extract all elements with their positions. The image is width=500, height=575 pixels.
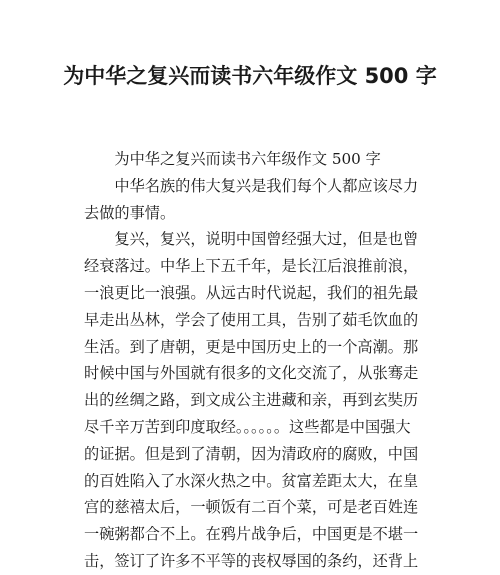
document-body [84,146,420,575]
body-paragraph: 中华名族的伟大复兴是我们每个人都应该尽力去做的事情。 [84,176,419,222]
document-title: 为中华之复兴而读书六年级作文 500 字 [63,64,437,88]
body-subtitle-paragraph: 为中华之复兴而读书六年级作文 500 字 [114,150,381,168]
body-paragraph: 复兴，复兴，说明中国曾经强大过，但是也曾经衰落过。中华上下五千年，是长江后浪推前浪，一浪更比一浪强。从远古时代说起，我们的祖先最早走出丛林，学会了使用工具，告别了茹毛饮血的生活。到了唐朝，更是中国历史上的一个高潮。那时候中国与外国就有很多的文化交流了，从张骞走出的丝绸之路，到文成公主进藏和亲，再到玄奘历尽千辛万苦到印度取经。。。。。。这些都是中国强大的证据。但是到了清朝，因为清政府的腐败，中国的百姓陷入了水深火热之中。贫富差距太大，在皇宫的慈禧太后，一顿饭有二百个菜，可是老百姓连一碗粥都合不上。在鸦片战争后，中国更是不堪一击，签订了许多不平等的丧权辱国的条约，还背上 [84,230,419,570]
